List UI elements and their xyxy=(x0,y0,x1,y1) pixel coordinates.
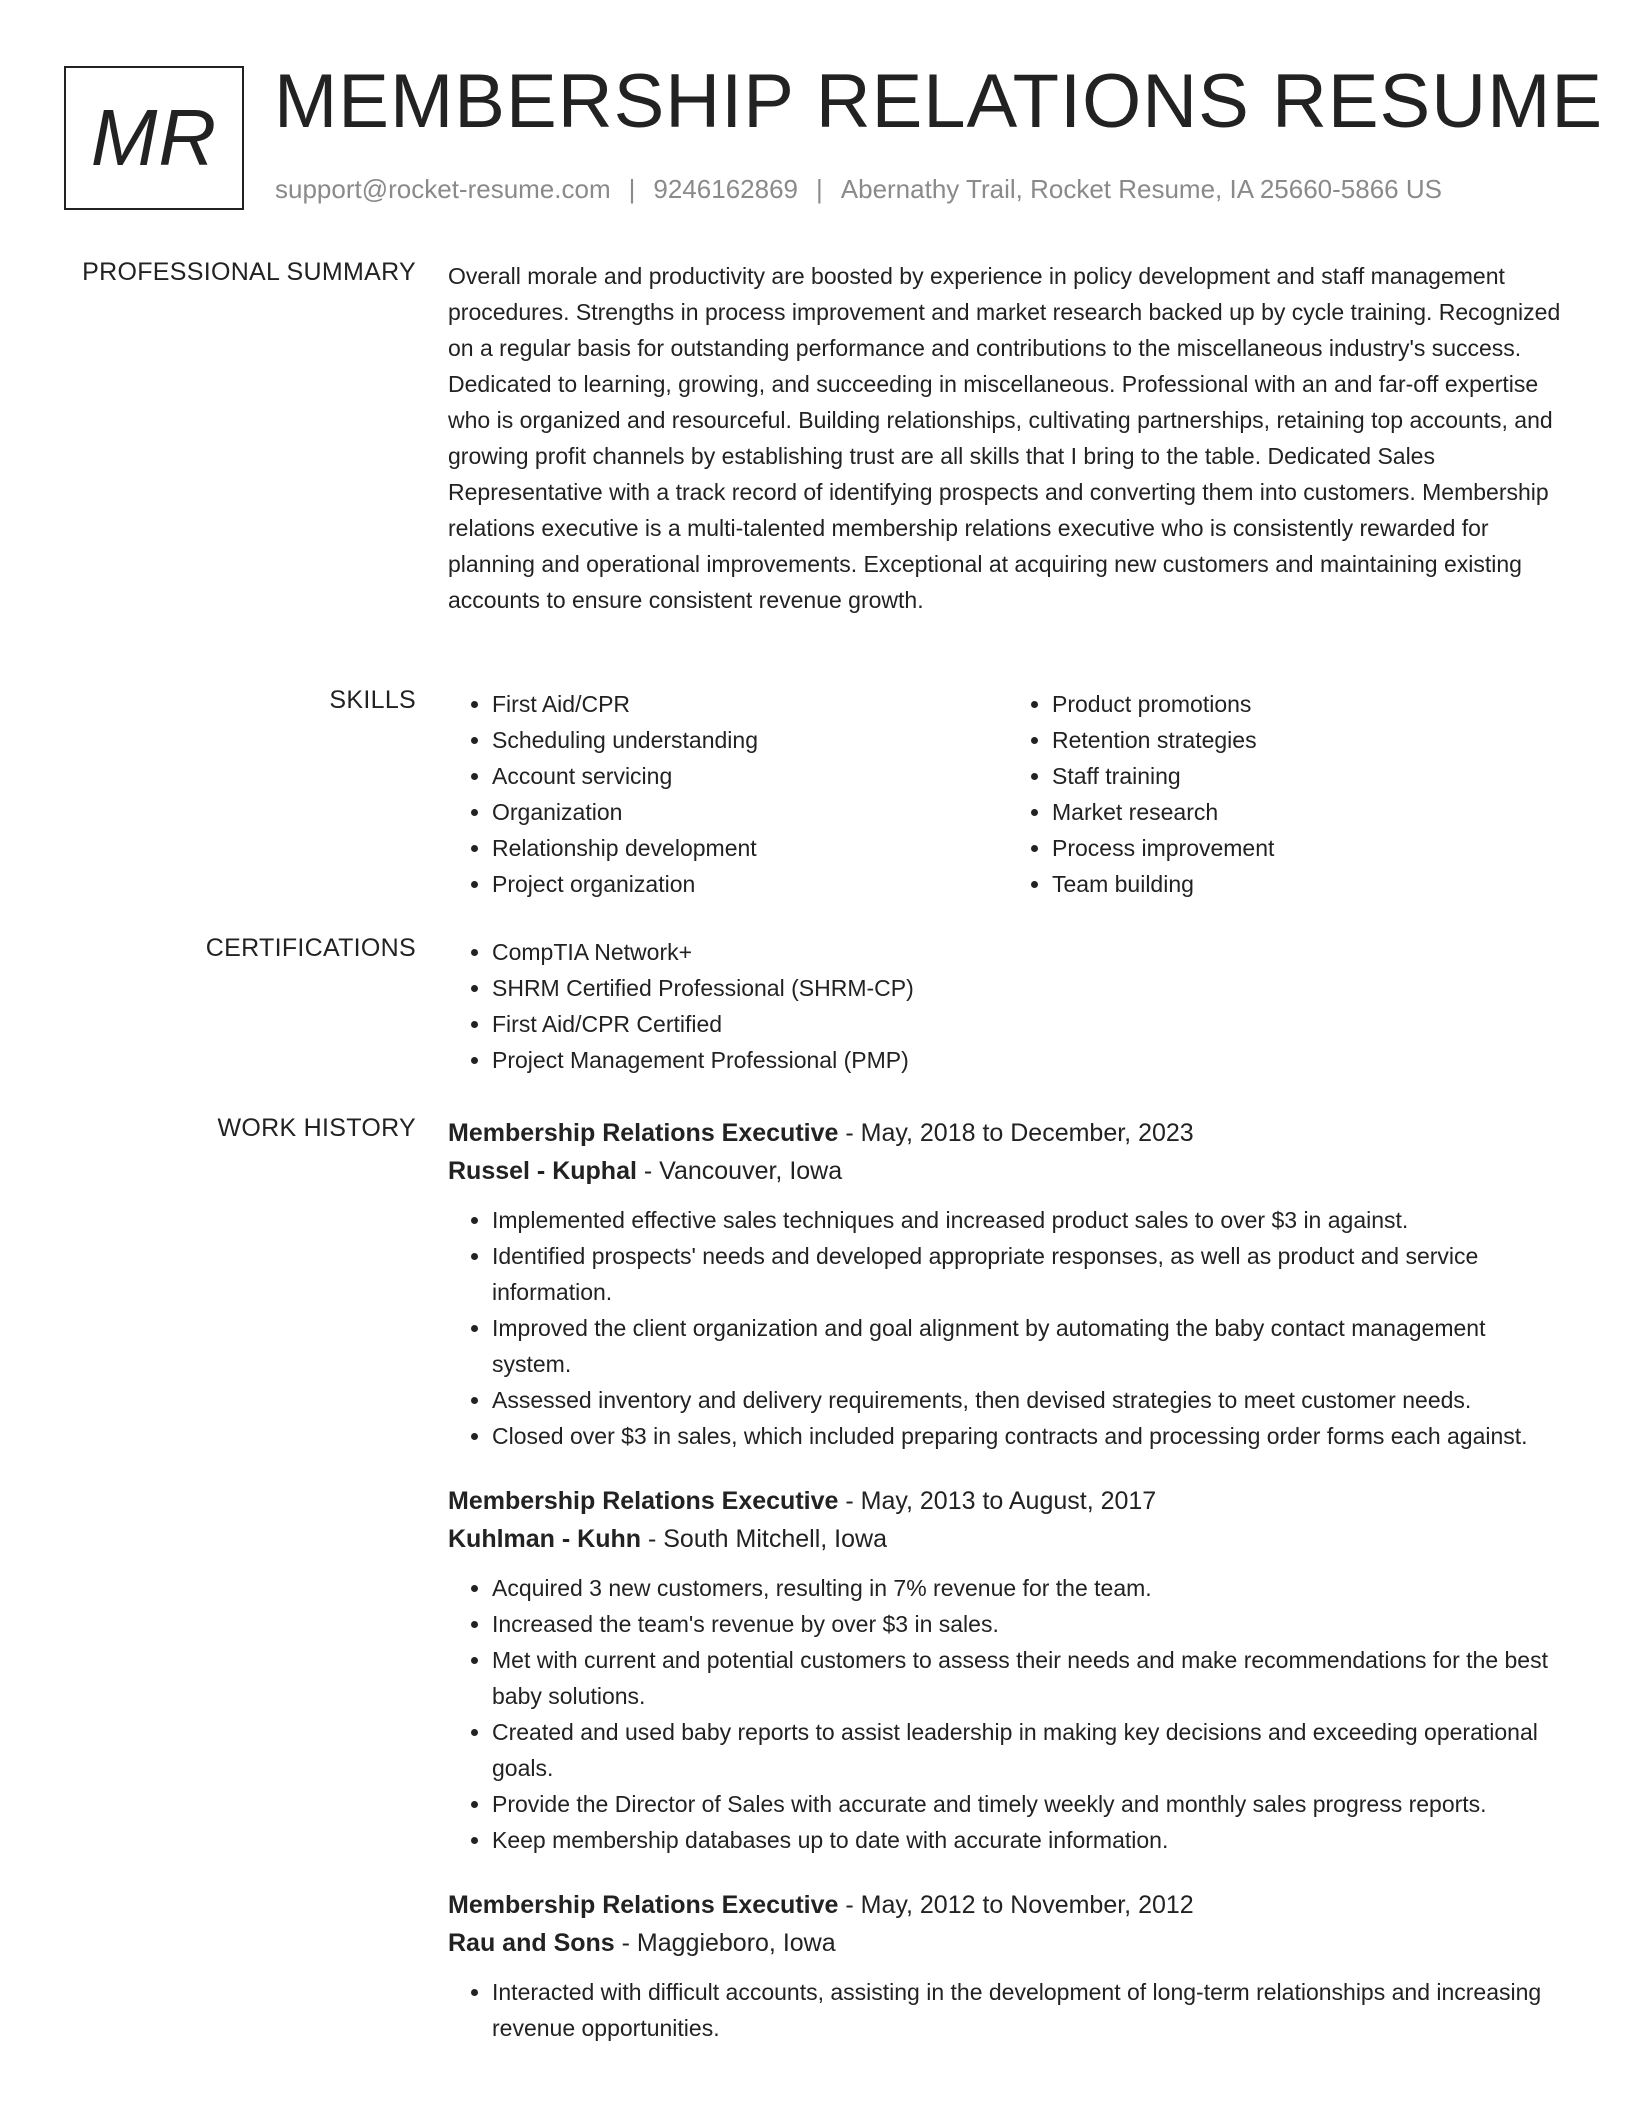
job-bullets xyxy=(448,1974,1568,2046)
certification-item: • SHRM Certified Professional (SHRM-CP) xyxy=(492,970,1568,1006)
job-dates: - May, 2018 to December, 2023 xyxy=(838,1119,1194,1147)
contact-address: Abernathy Trail, Rocket Resume, IA 25660-5866 US xyxy=(840,174,1442,204)
job-bullet: • Provide the Director of Sales with accurate and timely weekly and monthly sales progress reports. xyxy=(492,1786,1568,1822)
job-title: Membership Relations Executive xyxy=(448,1487,839,1515)
contact-separator: | xyxy=(628,174,636,204)
job-entry xyxy=(448,1886,1568,2046)
contact-line xyxy=(275,174,1442,205)
contact-email: support@rocket-resume.com xyxy=(275,174,611,204)
certifications-body xyxy=(448,934,1568,1078)
certification-item: • Project Management Professional (PMP) xyxy=(492,1042,1568,1078)
job-location: - Vancouver, Iowa xyxy=(636,1157,843,1185)
job-entry xyxy=(448,1114,1568,1454)
job-bullets xyxy=(448,1202,1568,1454)
job-bullet: • Implemented effective sales techniques and increased product sales to over $3 in against. xyxy=(492,1202,1568,1238)
job-bullet: • Increased the team's revenue by over $3 in sales. xyxy=(492,1606,1568,1642)
job-company: Russel - Kuphal xyxy=(448,1157,637,1185)
certifications-list xyxy=(448,934,1568,1078)
skill-item: • Retention strategies xyxy=(1052,722,1568,758)
skill-item: • Account servicing xyxy=(492,758,1008,794)
summary-text: Overall morale and productivity are boosted by experience in policy development and staff management procedures. Strengths in process improvement and market research backed up by cycle training. Recognized on a regular basis for outstanding performance and contributions to the miscellaneous industry's success. Dedicated to learning, growing, and succeeding in miscellaneous. Professional with an and far-off expertise who is organized and resourceful. Building relationships, cultivating partnerships, retaining top accounts, and growing profit channels by establishing trust are all skills that I bring to the table. Dedicated Sales Representative with a track record of identifying prospects and converting them into customers. Membership relations executive is a multi-talented membership relations executive who is consistently rewarded for planning and operational improvements. Exceptional at acquiring new customers and maintaining existing accounts to ensure consistent revenue growth. xyxy=(448,263,1561,613)
job-bullet: • Identified prospects' needs and developed appropriate responses, as well as product and service information. xyxy=(492,1238,1568,1310)
skill-item: • Organization xyxy=(492,794,1008,830)
job-company: Rau and Sons xyxy=(448,1929,615,1957)
job-dates: - May, 2013 to August, 2017 xyxy=(838,1487,1157,1515)
skills-heading: SKILLS xyxy=(329,686,416,714)
job-bullet: • Met with current and potential customers to assess their needs and make recommendations for the best baby solutions. xyxy=(492,1642,1568,1714)
skills-columns xyxy=(448,686,1568,902)
job-location: - Maggieboro, Iowa xyxy=(614,1929,836,1957)
skills-list-left xyxy=(448,686,1008,902)
skill-item: • Staff training xyxy=(1052,758,1568,794)
job-title-line xyxy=(448,1886,1568,1924)
skills-list-right xyxy=(1008,686,1568,902)
job-company-line xyxy=(448,1924,1568,1962)
job-company: Kuhlman - Kuhn xyxy=(448,1525,642,1553)
summary-heading: PROFESSIONAL SUMMARY xyxy=(82,258,416,286)
job-bullet: • Acquired 3 new customers, resulting in 7% revenue for the team. xyxy=(492,1570,1568,1606)
job-bullets xyxy=(448,1570,1568,1858)
certification-item: • First Aid/CPR Certified xyxy=(492,1006,1568,1042)
skill-item: • Market research xyxy=(1052,794,1568,830)
job-bullet: • Improved the client organization and goal alignment by automating the baby contact management system. xyxy=(492,1310,1568,1382)
job-entry xyxy=(448,1482,1568,1858)
skill-item: • Relationship development xyxy=(492,830,1008,866)
contact-phone: 9246162869 xyxy=(653,174,798,204)
job-company-line xyxy=(448,1520,1568,1558)
job-bullet: • Keep membership databases up to date with accurate information. xyxy=(492,1822,1568,1858)
certification-item: • CompTIA Network+ xyxy=(492,934,1568,970)
job-title-line xyxy=(448,1482,1568,1520)
skill-item: • Process improvement xyxy=(1052,830,1568,866)
job-location: - South Mitchell, Iowa xyxy=(641,1525,887,1553)
job-bullet: • Interacted with difficult accounts, assisting in the development of long-term relationships and increasing revenue opportunities. xyxy=(492,1974,1568,2046)
job-bullet: • Created and used baby reports to assist leadership in making key decisions and exceeding operational goals. xyxy=(492,1714,1568,1786)
skill-item: • Scheduling understanding xyxy=(492,722,1008,758)
contact-separator: | xyxy=(816,174,823,204)
job-bullet: • Assessed inventory and delivery requirements, then devised strategies to meet customer needs. xyxy=(492,1382,1568,1418)
skill-item: • First Aid/CPR xyxy=(492,686,1008,722)
resume-header xyxy=(64,59,1604,210)
resume-title: MEMBERSHIP RELATIONS RESUME xyxy=(274,59,1604,144)
job-company-line xyxy=(448,1152,1568,1190)
monogram-logo: MR xyxy=(64,66,244,210)
job-title-line xyxy=(448,1114,1568,1152)
skill-item: • Product promotions xyxy=(1052,686,1568,722)
skill-item: • Project organization xyxy=(492,866,1008,902)
skill-item: • Team building xyxy=(1052,866,1568,902)
job-bullet: • Closed over $3 in sales, which included preparing contracts and processing order forms each against. xyxy=(492,1418,1568,1454)
job-dates: - May, 2012 to November, 2012 xyxy=(838,1891,1194,1919)
certifications-heading: CERTIFICATIONS xyxy=(205,934,416,962)
work-history-heading: WORK HISTORY xyxy=(217,1114,416,1142)
job-title: Membership Relations Executive xyxy=(448,1891,839,1919)
work-history-body xyxy=(448,1114,1568,2074)
job-title: Membership Relations Executive xyxy=(448,1119,839,1147)
